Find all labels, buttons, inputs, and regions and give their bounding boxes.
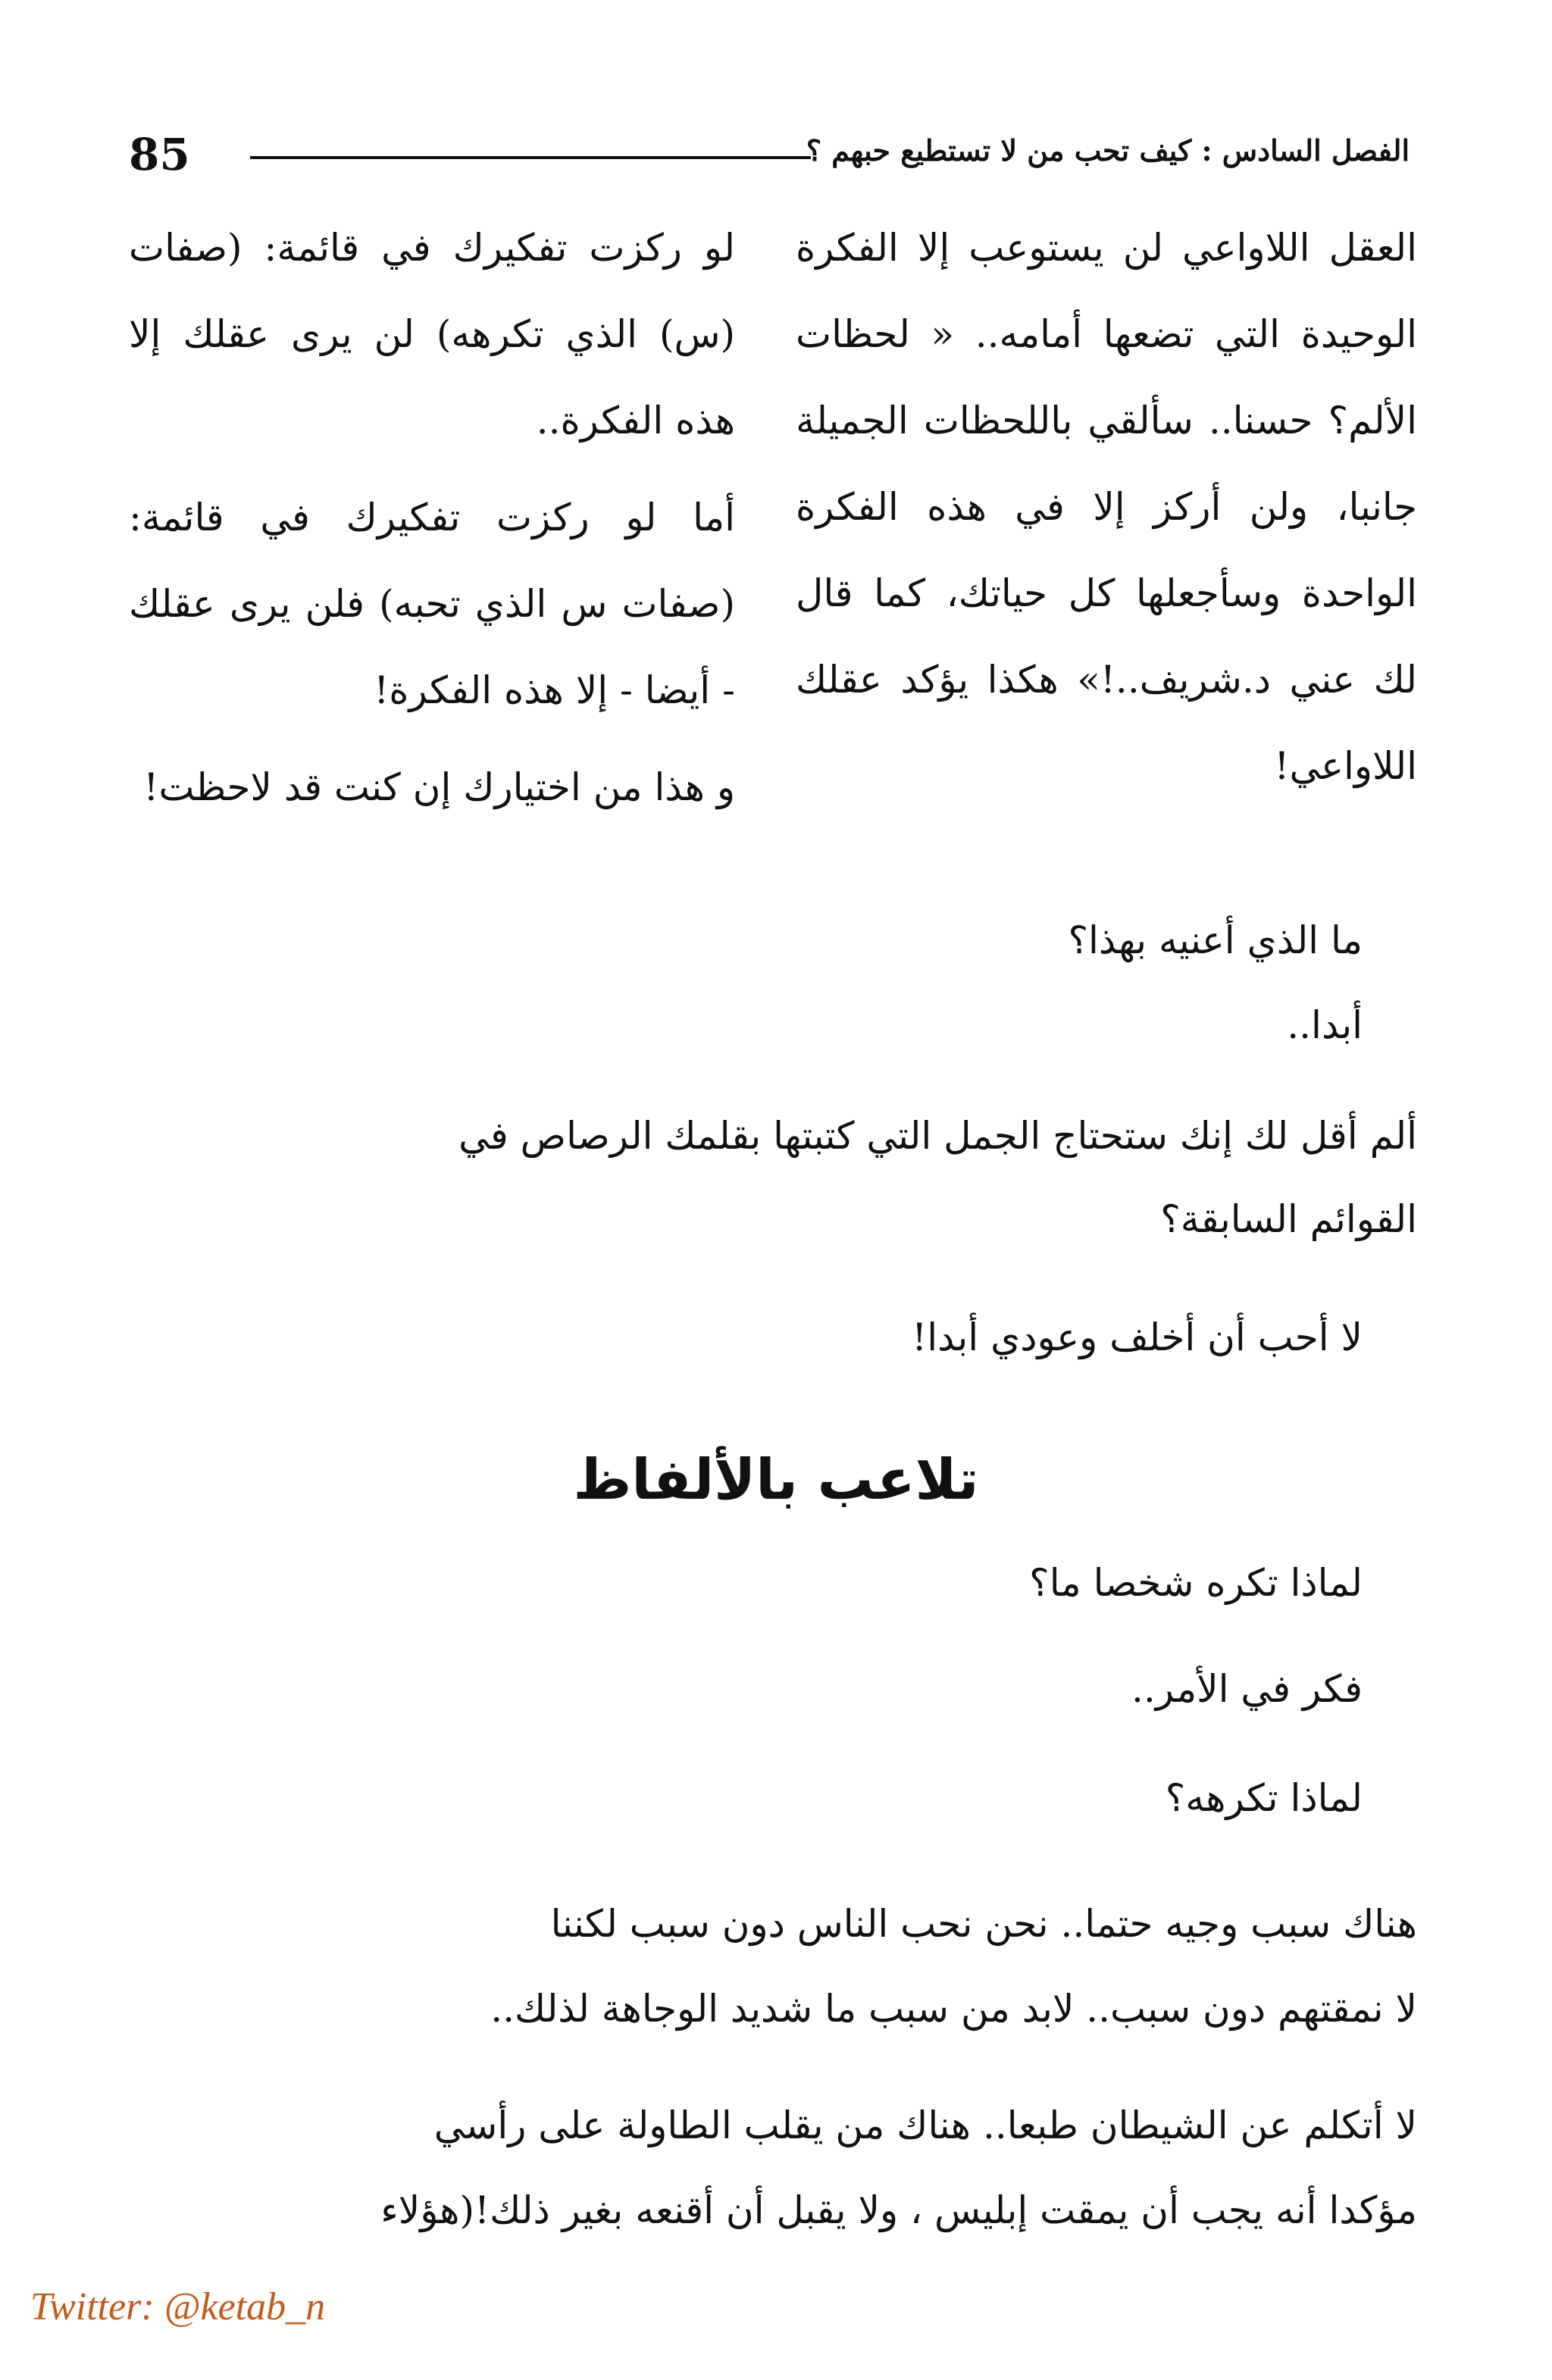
header-rule: [250, 156, 811, 159]
body-line: لا أتكلم عن الشيطان طبعا.. هناك من يقلب الطاولة على رأسي: [433, 2103, 1417, 2147]
body-line: مؤكدا أنه يجب أن يمقت إبليس ، ولا يقبل أن أقنعه بغير ذلك!(هؤلاء: [380, 2188, 1417, 2232]
twitter-watermark: Twitter: @ketab_n: [30, 2285, 326, 2328]
right-column: [796, 205, 1417, 809]
body-paragraph: ما الذي أعنيه بهذا؟: [1068, 918, 1363, 962]
running-title: الفصل السادس : كيف تحب من لا تستطيع حبهم ؟: [806, 133, 1410, 167]
left-column-paragraph: أما لو ركزت تفكيرك في قائمة: (صفات س الذي تحبه) فلن يرى عقلك - أيضا - إلا هذه الفكرة!: [129, 496, 735, 712]
body-paragraph: أبدا..: [1287, 1003, 1363, 1047]
body-paragraph: لا أحب أن أخلف وعودي أبدا!: [912, 1315, 1363, 1359]
page-header: [129, 114, 1410, 189]
body-paragraph: فكر في الأمر..: [1131, 1667, 1363, 1711]
section-heading: تلاعب بالألفاظ: [573, 1447, 979, 1512]
body-paragraph: لماذا تكره شخصا ما؟: [1029, 1561, 1363, 1605]
left-column: [129, 205, 735, 841]
page-number: 85: [129, 129, 190, 180]
body-line: لا نمقتهم دون سبب.. لابد من سبب ما شديد الوجاهة لذلك..: [490, 1987, 1417, 2031]
body-line: هناك سبب وجيه حتما.. نحن نحب الناس دون سبب لكننا: [550, 1902, 1417, 1946]
left-column-paragraph: لو ركزت تفكيرك في قائمة: (صفات (س) الذي تكرهه) لن يرى عقلك إلا هذه الفكرة..: [129, 226, 735, 443]
body-line: القوائم السابقة؟: [1160, 1197, 1417, 1241]
body-paragraph: لماذا تكرهه؟: [1165, 1776, 1363, 1820]
right-column-paragraph: العقل اللاواعي لن يستوعب إلا الفكرة الوحيدة التي تضعها أمامه.. « لحظات الألم؟ حسنا.. سألقي باللحظات الجميلة جانبا، ولن أركز إلا في هذه الفكرة الواحدة وسأجعلها كل حياتك، كما قال لك عني د.شريف..!» هكذا يؤكد عقلك اللاواعي!: [796, 226, 1417, 788]
left-column-paragraph: و هذا من اختيارك إن كنت قد لاحظت!: [143, 765, 735, 809]
body-line: ألم أقل لك إنك ستحتاج الجمل التي كتبتها بقلمك الرصاص في: [458, 1114, 1417, 1158]
